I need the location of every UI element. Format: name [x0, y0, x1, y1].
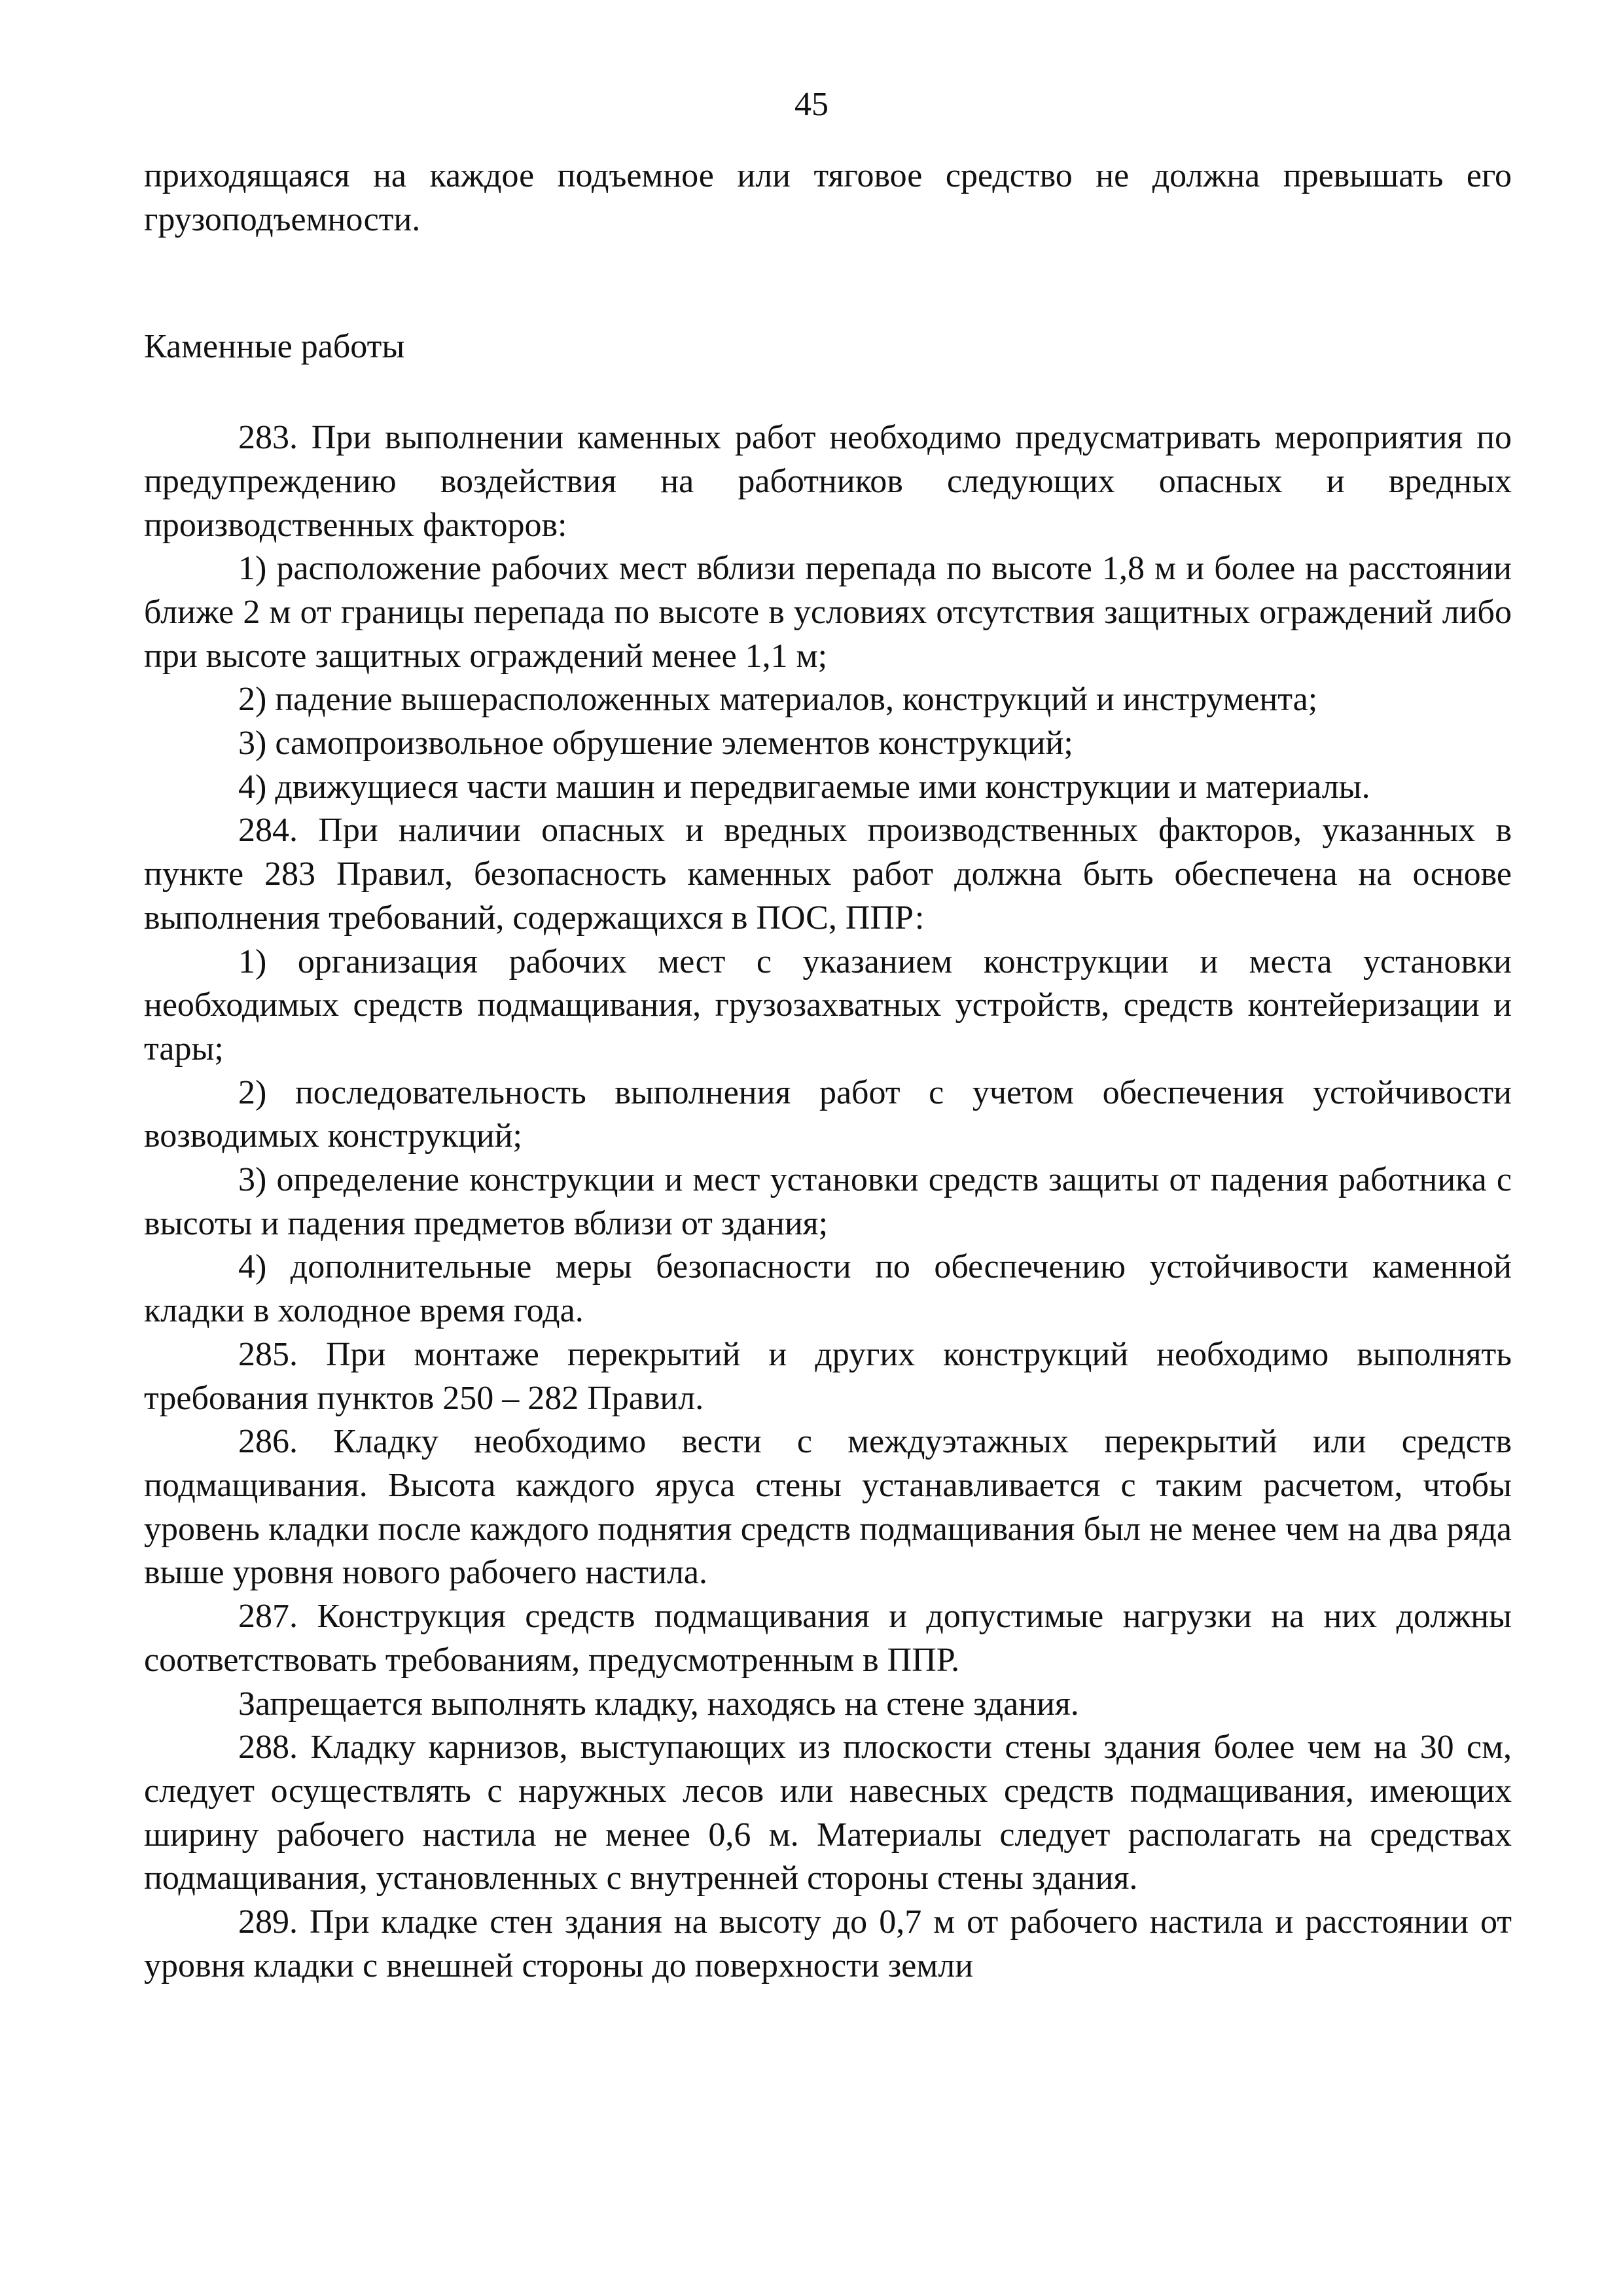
- paragraph-285: 285. При монтаже перекрытий и других конструкций необходимо выполнять требования пунктов 250 – 282 Правил.: [144, 1335, 1512, 1417]
- paragraph-283-item-1: 1) расположение рабочих мест вблизи перепада по высоте 1,8 м и более на расстоянии ближе 2 м от границы перепада по высоте в условиях отсутствия защитных ограждений либо при высоте защитных ограждений менее 1,1 м;: [144, 550, 1512, 675]
- document-body: [144, 154, 1512, 1988]
- paragraph-283-item-4: 4) движущиеся части машин и передвигаемые ими конструкции и материалы.: [238, 768, 1370, 806]
- paragraph-283-item-3: 3) самопроизвольное обрушение элементов конструкций;: [238, 725, 1073, 762]
- paragraph-286: 286. Кладку необходимо вести с междуэтажных перекрытий или средств подмащивания. Высота каждого яруса стены устанавливается с таким расчетом, чтобы уровень кладки после каждого поднятия средств подмащивания был не менее чем на два ряда выше уровня нового рабочего настила.: [144, 1423, 1512, 1592]
- paragraph-284-item-2: 2) последовательность выполнения работ с учетом обеспечения устойчивости возводимых конструкций;: [144, 1073, 1512, 1155]
- paragraph-continuation: приходящаяся на каждое подъемное или тяговое средство не должна превышать его грузоподъемности.: [144, 157, 1512, 238]
- paragraph-284-item-1: 1) организация рабочих мест с указанием конструкции и места установки необходимых средств подмащивания, грузозахватных устройств, средств контейеризации и тары;: [144, 942, 1512, 1067]
- paragraph-284: 284. При наличии опасных и вредных производственных факторов, указанных в пункте 283 Правил, безопасность каменных работ должна быть обеспечена на основе выполнения требований, содержащихся в ПОС, ППР:: [144, 812, 1512, 937]
- paragraph-289: 289. При кладке стен здания на высоту до 0,7 м от рабочего настила и расстоянии от уровня кладки с внешней стороны до поверхности земли: [144, 1903, 1512, 1984]
- paragraph-287-prohibition: Запрещается выполнять кладку, находясь на стене здания.: [238, 1685, 1079, 1723]
- paragraph-283: 283. При выполнении каменных работ необходимо предусматривать мероприятия по предупреждению воздействия на работников следующих опасных и вредных производственных факторов:: [144, 419, 1512, 544]
- paragraph-287: 287. Конструкция средств подмащивания и допустимые нагрузки на них должны соответствовать требованиям, предусмотренным в ППР.: [144, 1598, 1512, 1679]
- paragraph-288: 288. Кладку карнизов, выступающих из плоскости стены здания более чем на 30 см, следует осуществлять с наружных лесов или навесных средств подмащивания, имеющих ширину рабочего настила не менее 0,6 м. Материалы следует располагать на средствах подмащивания, установленных с внутренней стороны стены здания.: [144, 1729, 1512, 1897]
- paragraph-284-item-3: 3) определение конструкции и мест установки средств защиты от падения работника с высоты и падения предметов вблизи от здания;: [144, 1161, 1512, 1242]
- section-title: Каменные работы: [144, 328, 405, 366]
- paragraph-283-item-2: 2) падение вышерасположенных материалов, конструкций и инструмента;: [238, 681, 1318, 719]
- page-number: 45: [794, 86, 829, 123]
- paragraph-284-item-4: 4) дополнительные меры безопасности по обеспечению устойчивости каменной кладки в холодное время года.: [144, 1248, 1512, 1330]
